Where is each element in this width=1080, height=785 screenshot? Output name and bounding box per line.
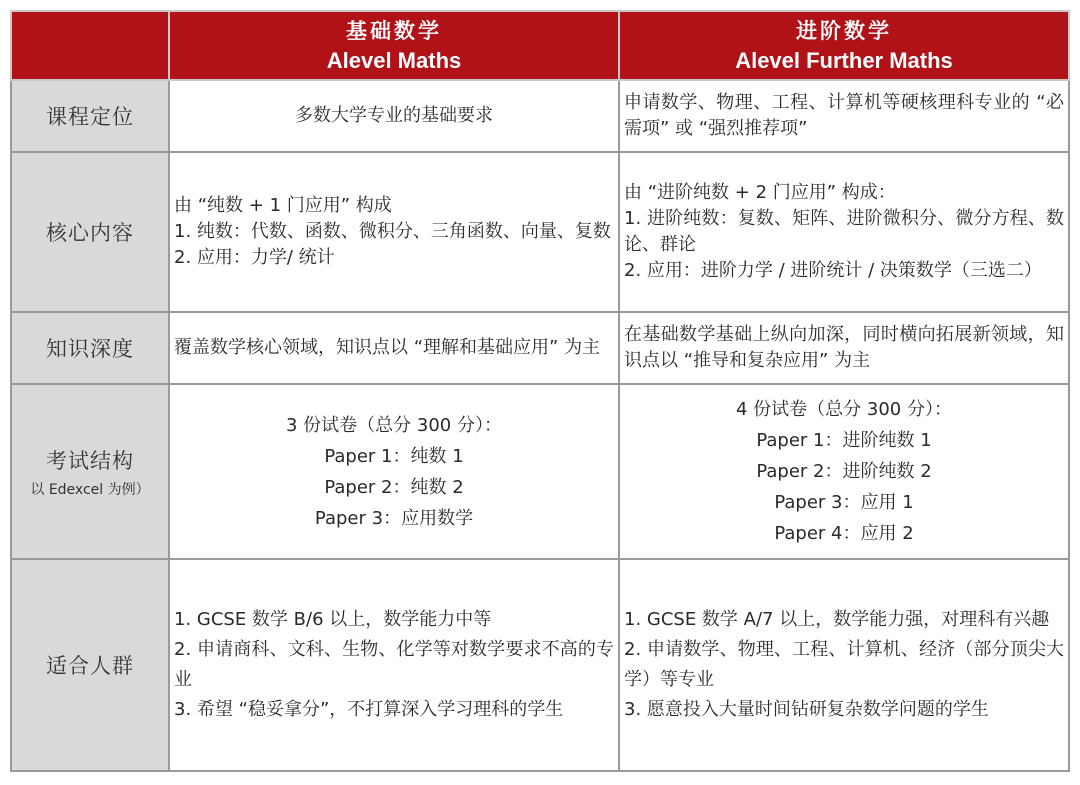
- exam-advanced-line: 4 份试卷（总分 300 分）：: [736, 399, 952, 420]
- row-label-depth: 知识深度: [11, 312, 169, 384]
- exam-basic-line: 3 份试卷（总分 300 分）：: [286, 414, 502, 436]
- audience-basic-line: 3. 希望 “稳妥拿分”，不打算深入学习理科的学生: [174, 699, 564, 720]
- exam-label: 考试结构: [46, 448, 134, 473]
- core-basic-line: 2. 应用：力学/ 统计: [174, 247, 335, 268]
- exam-sublabel: 以 Edexcel 为例）: [30, 481, 150, 498]
- exam-basic-line: Paper 2：纯数 2: [324, 476, 464, 498]
- core-advanced-line: 2. 应用：进阶力学 / 进阶统计 / 决策数学（三选二）: [624, 260, 1042, 281]
- row-positioning: [11, 80, 1069, 152]
- exam-advanced-line: Paper 2：进阶纯数 2: [756, 461, 932, 482]
- header-row: [11, 11, 1069, 80]
- exam-basic-line: Paper 3：应用数学: [314, 507, 474, 529]
- audience-basic-line: 2. 申请商科、文科、生物、化学等对数学要求不高的专业: [174, 639, 614, 690]
- core-basic-line: 由 “纯数 + 1 门应用” 构成: [174, 195, 392, 216]
- audience-basic-line: 1. GCSE 数学 B/6 以上，数学能力中等: [174, 609, 492, 630]
- row-audience: [11, 559, 1069, 771]
- core-basic-line: 1. 纯数：代数、函数、微积分、三角函数、向量、复数: [174, 221, 611, 242]
- header-basic-zh: 基础数学: [346, 18, 442, 43]
- comparison-table-wrapper: [10, 10, 1070, 772]
- header-basic-en: Alevel Maths: [326, 47, 462, 73]
- row-label-positioning: 课程定位: [11, 80, 169, 152]
- row-label-core: 核心内容: [11, 152, 169, 312]
- cell-positioning-basic: 多数大学专业的基础要求: [169, 80, 619, 152]
- audience-advanced-line: 1. GCSE 数学 A/7 以上，数学能力强，对理科有兴趣: [624, 609, 1050, 630]
- cell-depth-advanced: 在基础数学基础上纵向加深，同时横向拓展新领域，知识点以 “推导和复杂应用” 为主: [619, 312, 1069, 384]
- exam-advanced-line: Paper 4：应用 2: [774, 523, 914, 544]
- audience-advanced-line: 2. 申请数学、物理、工程、计算机、经济（部分顶尖大学）等专业: [624, 639, 1064, 690]
- exam-basic-line: Paper 1：纯数 1: [324, 445, 464, 467]
- row-label-exam: [11, 384, 169, 559]
- header-advanced: [619, 11, 1069, 80]
- header-corner: [11, 11, 169, 80]
- header-basic: [169, 11, 619, 80]
- row-depth: [11, 312, 1069, 384]
- header-advanced-zh: 进阶数学: [796, 18, 892, 43]
- cell-audience-basic: [169, 559, 619, 771]
- audience-advanced-line: 3. 愿意投入大量时间钻研复杂数学问题的学生: [624, 699, 989, 720]
- cell-core-advanced: [619, 152, 1069, 312]
- cell-exam-basic: [169, 384, 619, 559]
- exam-advanced-line: Paper 1：进阶纯数 1: [756, 430, 932, 451]
- cell-positioning-advanced: 申请数学、物理、工程、计算机等硬核理科专业的 “必需项” 或 “强烈推荐项”: [619, 80, 1069, 152]
- row-core: [11, 152, 1069, 312]
- core-advanced-line: 由 “进阶纯数 + 2 门应用” 构成：: [624, 182, 896, 203]
- exam-advanced-line: Paper 3：应用 1: [774, 492, 914, 513]
- row-label-audience: 适合人群: [11, 559, 169, 771]
- cell-depth-basic: 覆盖数学核心领域，知识点以 “理解和基础应用” 为主: [169, 312, 619, 384]
- row-exam: [11, 384, 1069, 559]
- cell-core-basic: [169, 152, 619, 312]
- cell-audience-advanced: [619, 559, 1069, 771]
- comparison-table: [10, 10, 1070, 772]
- header-advanced-en: Alevel Further Maths: [735, 47, 953, 73]
- cell-exam-advanced: [619, 384, 1069, 559]
- core-advanced-line: 1. 进阶纯数：复数、矩阵、进阶微积分、微分方程、数论、群论: [624, 208, 1064, 255]
